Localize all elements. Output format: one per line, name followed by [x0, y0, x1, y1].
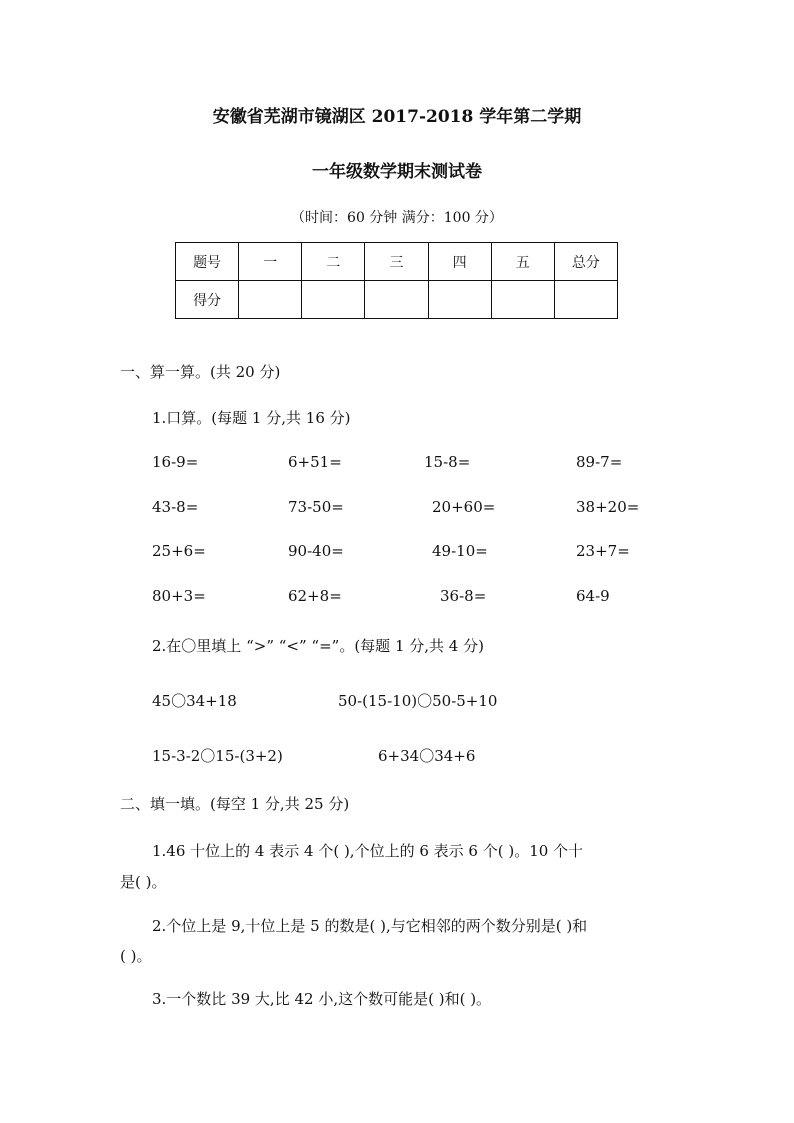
arith-item: 73-50=: [288, 498, 344, 516]
arith-item: 80+3=: [152, 587, 206, 605]
section2-q3: 3.一个数比 39 大,比 42 小,这个数可能是( )和( )。: [152, 990, 492, 1008]
score-header-cell: 一: [239, 243, 302, 281]
exam-time-score-info: （时间：60 分钟 满分：100 分）: [291, 210, 503, 226]
score-table-header-row: [176, 243, 618, 281]
score-header-cell: 总分: [554, 243, 617, 281]
score-header-cell: 四: [428, 243, 491, 281]
compare-item: 45〇34+18: [152, 692, 237, 710]
section2-q1-line2: 是( )。: [120, 873, 167, 891]
section1-heading: 一、算一算。(共 20 分): [120, 363, 281, 381]
arith-item: 23+7=: [576, 542, 630, 560]
section2-q2-line1: 2.个位上是 9,十位上是 5 的数是( ),与它相邻的两个数分别是( )和: [152, 917, 588, 935]
section2-heading: 二、填一填。(每空 1 分,共 25 分): [120, 795, 350, 813]
arith-item: 49-10=: [432, 542, 488, 560]
score-row-label: 得分: [176, 281, 239, 319]
arith-item: 16-9=: [152, 453, 199, 471]
score-table-score-row: [176, 281, 618, 319]
section2-q1-line1: 1.46 十位上的 4 表示 4 个( ),个位上的 6 表示 6 个( )。10 个十: [152, 842, 584, 860]
score-blank-cell[interactable]: [428, 281, 491, 319]
arith-item: 38+20=: [576, 498, 640, 516]
score-table: [175, 242, 618, 319]
score-header-cell: 三: [365, 243, 428, 281]
exam-title-line1: 安徽省芜湖市镜湖区 2017-2018 学年第二学期: [212, 107, 582, 127]
score-header-cell: 五: [491, 243, 554, 281]
score-blank-cell[interactable]: [365, 281, 428, 319]
section1-q1-title: 1.口算。(每题 1 分,共 16 分): [152, 409, 351, 427]
arith-item: 62+8=: [288, 587, 342, 605]
score-blank-cell[interactable]: [239, 281, 302, 319]
compare-item: 6+34〇34+6: [378, 747, 476, 765]
arith-item: 43-8=: [152, 498, 199, 516]
arith-item: 90-40=: [288, 542, 344, 560]
score-header-cell: 二: [302, 243, 365, 281]
arith-item: 36-8=: [440, 587, 487, 605]
arith-item: 64-9: [576, 587, 610, 605]
arith-item: 25+6=: [152, 542, 206, 560]
section1-q2-title: 2.在〇里填上 “>” “<” “=”。(每题 1 分,共 4 分): [152, 637, 484, 655]
score-blank-cell[interactable]: [491, 281, 554, 319]
arith-item: 15-8=: [424, 453, 471, 471]
arith-item: 89-7=: [576, 453, 623, 471]
section2-q2-line2: ( )。: [120, 947, 152, 965]
arith-item: 20+60=: [432, 498, 496, 516]
exam-title-line2: 一年级数学期末测试卷: [312, 162, 482, 182]
score-blank-cell[interactable]: [554, 281, 617, 319]
score-blank-cell[interactable]: [302, 281, 365, 319]
score-header-cell: 题号: [176, 243, 239, 281]
compare-item: 15-3-2〇15-(3+2): [152, 747, 283, 765]
arith-item: 6+51=: [288, 453, 342, 471]
compare-item: 50-(15-10)〇50-5+10: [338, 692, 498, 710]
